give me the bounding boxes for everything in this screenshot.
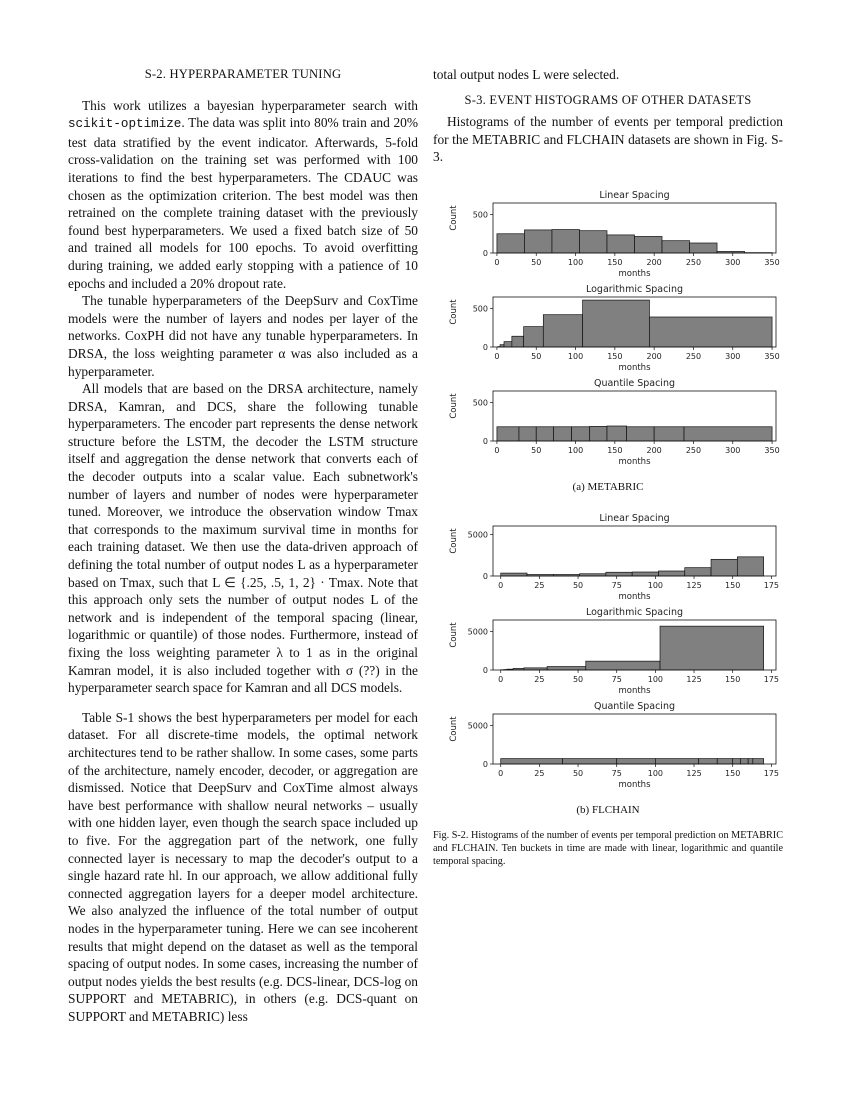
histogram-bar: [586, 661, 660, 670]
histogram-bar: [658, 571, 684, 576]
x-axis-label: months: [618, 686, 651, 696]
histogram-bar: [519, 427, 536, 441]
histogram-bar: [684, 427, 772, 441]
x-tick-label: 200: [646, 446, 662, 455]
histogram-bar: [748, 759, 753, 764]
paragraph-s3: Histograms of the number of events per temporal prediction for the METABRIC and FLCHAIN datasets are shown in Fig. S-3.: [433, 114, 783, 165]
y-axis-label: Count: [449, 205, 459, 231]
paragraph-1: [68, 97, 418, 293]
x-tick-label: 50: [572, 769, 584, 778]
x-tick-label: 0: [498, 675, 504, 684]
x-tick-label: 75: [611, 581, 622, 590]
x-tick-label: 100: [567, 446, 584, 455]
x-tick-label: 350: [764, 446, 780, 455]
chart-title: Linear Spacing: [599, 190, 670, 201]
x-tick-label: 350: [764, 258, 780, 267]
x-tick-label: 100: [567, 258, 584, 267]
histogram-bar: [536, 427, 553, 441]
y-tick-label: 0: [482, 249, 488, 258]
histogram-bar: [654, 427, 684, 441]
histogram-bar: [504, 342, 512, 347]
x-tick-label: 150: [607, 446, 623, 455]
histograms-svg: [433, 185, 783, 805]
histogram-bar: [547, 667, 586, 670]
x-tick-label: 150: [607, 258, 623, 267]
y-axis-label: Count: [449, 622, 459, 648]
plot-frame: [493, 714, 776, 764]
x-axis-label: months: [618, 592, 651, 602]
section-heading-s2: S-2. HYPERPARAMETER TUNING: [144, 67, 342, 81]
x-tick-label: 0: [498, 769, 504, 778]
x-tick-label: 50: [572, 581, 584, 590]
histogram-bar: [649, 317, 772, 347]
histogram-bar: [512, 336, 524, 347]
x-tick-label: 50: [531, 446, 542, 455]
figure-caption: Fig. S-2. Histograms of the number of events per temporal prediction on METABRIC and FLCHAIN. Ten buckets in time are made with linear, logarithmic and quantile temporal spacing.: [433, 830, 783, 867]
histogram-bar: [497, 234, 525, 253]
x-tick-label: 125: [686, 581, 702, 590]
x-tick-label: 150: [725, 769, 741, 778]
y-tick-label: 5000: [467, 627, 488, 637]
paragraph-2: The tunable hyperparameters of the DeepSurv and CoxTime models were the number of layers and nodes per layer of the networks. CoxPH did not have any tunable hyperparameters. In DRSA, the loss weighting parameter α was also included as a hyperparameter.: [68, 293, 418, 379]
y-tick-label: 0: [482, 666, 488, 675]
subcaption-flchain: (b) FLCHAIN: [576, 804, 640, 816]
y-tick-label: 0: [482, 760, 488, 769]
x-tick-label: 25: [534, 581, 545, 590]
x-tick-label: 300: [725, 258, 741, 267]
y-tick-label: 0: [482, 437, 488, 446]
paragraph-3: All models that are based on the DRSA architecture, namely DRSA, Kamran, and DCS, share the following tunable hyperparameters. The encoder part represents the dense network structure before the LSTM, the decoder the LSTM structure itself and aggregation the dense network that converts each of the decoder outputs into a scalar value. Each subnetwork's number of layers and number of nodes were hyperparameter tuned. Moreover, we introduce the observation window Tmax that corresponds to the maximum survival time in months for each training dataset. We then use the data-driven approach of defining the total number of output nodes L as a hyperparameter based on Tmax, such that L ∈ {.25, .5, 1, 2} · Tmax. Note that this approach only sets the number of output nodes L of the network and is independent of the temporal spacing (linear, logarithmic or quantile) of those nodes. Furthermore, instead of fixing the loss weighting parameter λ to 1 as in the original Kamran model, it is also included together with σ (??) in the hyperparameter search space for Kamran and all DCS models.: [68, 381, 418, 696]
x-tick-label: 125: [686, 769, 702, 778]
x-tick-label: 0: [494, 446, 500, 455]
chart-title: Logarithmic Spacing: [585, 607, 684, 618]
x-axis-label: months: [618, 457, 651, 467]
x-tick-label: 75: [611, 675, 622, 684]
section-heading-s3: S-3. EVENT HISTOGRAMS OF OTHER DATASETS: [464, 92, 752, 107]
histogram-bar: [607, 426, 627, 441]
x-tick-label: 175: [763, 675, 780, 684]
histogram-bar: [737, 557, 763, 576]
histogram-bar: [524, 230, 552, 253]
histogram-bar: [524, 327, 544, 347]
x-tick-label: 175: [763, 581, 780, 590]
right-column: [433, 66, 783, 166]
x-tick-label: 250: [685, 352, 702, 361]
y-axis-label: Count: [449, 393, 459, 419]
histogram-bar: [699, 759, 718, 764]
histogram-bar: [635, 236, 663, 253]
y-axis-label: Count: [449, 528, 459, 554]
histogram-bar: [627, 427, 655, 441]
x-tick-label: 150: [725, 581, 741, 590]
chart-title: Linear Spacing: [599, 513, 670, 524]
subcaption-metabric: (a) METABRIC: [572, 481, 644, 493]
y-tick-label: 5000: [467, 721, 488, 731]
histogram-bar: [617, 759, 656, 764]
x-axis-label: months: [618, 780, 651, 790]
x-tick-label: 300: [725, 352, 741, 361]
x-tick-label: 125: [686, 675, 702, 684]
histogram-bar: [607, 235, 635, 253]
histogram-bar: [572, 427, 590, 441]
histogram-bar: [655, 759, 698, 764]
y-tick-label: 500: [472, 398, 488, 408]
left-column: [68, 66, 418, 1025]
x-tick-label: 0: [498, 581, 504, 590]
histogram-bar: [563, 759, 617, 764]
y-tick-label: 0: [482, 343, 488, 352]
histogram-bar: [685, 568, 711, 576]
x-tick-label: 250: [685, 446, 702, 455]
y-tick-label: 5000: [467, 530, 488, 540]
histogram-bar: [740, 759, 748, 764]
histogram-bar: [711, 559, 737, 576]
y-axis-label: Count: [449, 716, 459, 742]
histogram-bar: [660, 626, 764, 670]
x-tick-label: 50: [572, 675, 584, 684]
y-tick-label: 500: [472, 304, 488, 314]
x-tick-label: 0: [494, 352, 500, 361]
histogram-bar: [543, 315, 582, 347]
histogram-bar: [690, 243, 718, 253]
histogram-bar: [552, 230, 580, 253]
continuation-line: total output nodes L were selected.: [433, 67, 620, 82]
x-tick-label: 100: [647, 675, 664, 684]
histogram-bar: [501, 759, 563, 764]
x-tick-label: 50: [531, 258, 542, 267]
paragraph-1-text-b: . The data was split into 80% train and 20% test data stratified by the event indicator. Afterwards, 5-fold cross-validation on the training set was performed with 100 iterations to find the best hyperparameters. The CDAUC was chosen as the optimization criterion. The best model was then retrained on the complete training dataset with the previously found best hyperparameters. We used a fixed batch size of 50 and trained all models for 100 epochs. To avoid overfitting during training, we added early stopping with a patience of 10 epochs and included a 20% dropout rate.: [68, 115, 418, 291]
x-tick-label: 175: [763, 769, 780, 778]
x-tick-label: 0: [494, 258, 500, 267]
x-tick-label: 50: [531, 352, 542, 361]
histogram-bar: [579, 231, 607, 253]
histogram-bar: [733, 759, 741, 764]
histogram-bar: [590, 426, 607, 441]
histogram-bar: [662, 241, 690, 253]
x-tick-label: 100: [647, 769, 664, 778]
x-tick-label: 150: [725, 675, 741, 684]
x-tick-label: 25: [534, 675, 545, 684]
x-axis-label: months: [618, 269, 651, 279]
chart-title: Quantile Spacing: [593, 378, 676, 389]
histogram-bar: [554, 427, 572, 441]
x-tick-label: 250: [685, 258, 702, 267]
x-tick-label: 25: [534, 769, 545, 778]
histogram-bar: [497, 427, 519, 441]
x-tick-label: 100: [567, 352, 584, 361]
paragraph-4: Table S-1 shows the best hyperparameters per model for each dataset. For all discrete-time models, the optimal network architectures tend to be rather shallow. In some cases, some parts of the architecture, namely encoder, decoder, or aggregation are dismissed. Notice that DeepSurv and CoxTime almost always have best performance with shallow neural networks – usually with one hidden layer, even though the search space included up to five. For the aggregation part of the network, one fully connected layer is necessary to map the decoder's output to a single hazard rate hl. In our approach, we allow additional fully connected aggregation layers for a deeper model architecture. We also analyzed the influence of the total number of output nodes in the hyperparameter tuning. Here we can see incoherent results that might depend on the dataset as well as the temporal spacing of output nodes. In some cases, increasing the number of output nodes yields the best results (e.g. DCS-linear, DCS-log on SUPPORT and METABRIC), in others (e.g. DCS-quant on SUPPORT and METABRIC) less: [68, 709, 418, 1024]
histogram-bar: [753, 759, 764, 764]
x-tick-label: 350: [764, 352, 780, 361]
histogram-bar: [606, 572, 632, 576]
paragraph-1-text-a: This work utilizes a bayesian hyperparameter search with: [82, 97, 418, 113]
chart-title: Quantile Spacing: [593, 701, 676, 712]
y-tick-label: 500: [472, 210, 488, 220]
histogram-bar: [632, 572, 658, 576]
figure-histograms: [433, 185, 783, 809]
x-tick-label: 300: [725, 446, 741, 455]
x-tick-label: 100: [647, 581, 664, 590]
x-axis-label: months: [618, 363, 651, 373]
x-tick-label: 75: [611, 769, 622, 778]
histogram-bar: [583, 300, 650, 347]
y-tick-label: 0: [482, 572, 488, 581]
x-tick-label: 200: [646, 352, 662, 361]
y-axis-label: Count: [449, 299, 459, 325]
x-tick-label: 200: [646, 258, 662, 267]
x-tick-label: 150: [607, 352, 623, 361]
chart-title: Logarithmic Spacing: [585, 284, 684, 295]
histogram-bar: [501, 573, 527, 576]
code-skopt: scikit-optimize: [68, 117, 182, 132]
histogram-bar: [717, 759, 732, 764]
